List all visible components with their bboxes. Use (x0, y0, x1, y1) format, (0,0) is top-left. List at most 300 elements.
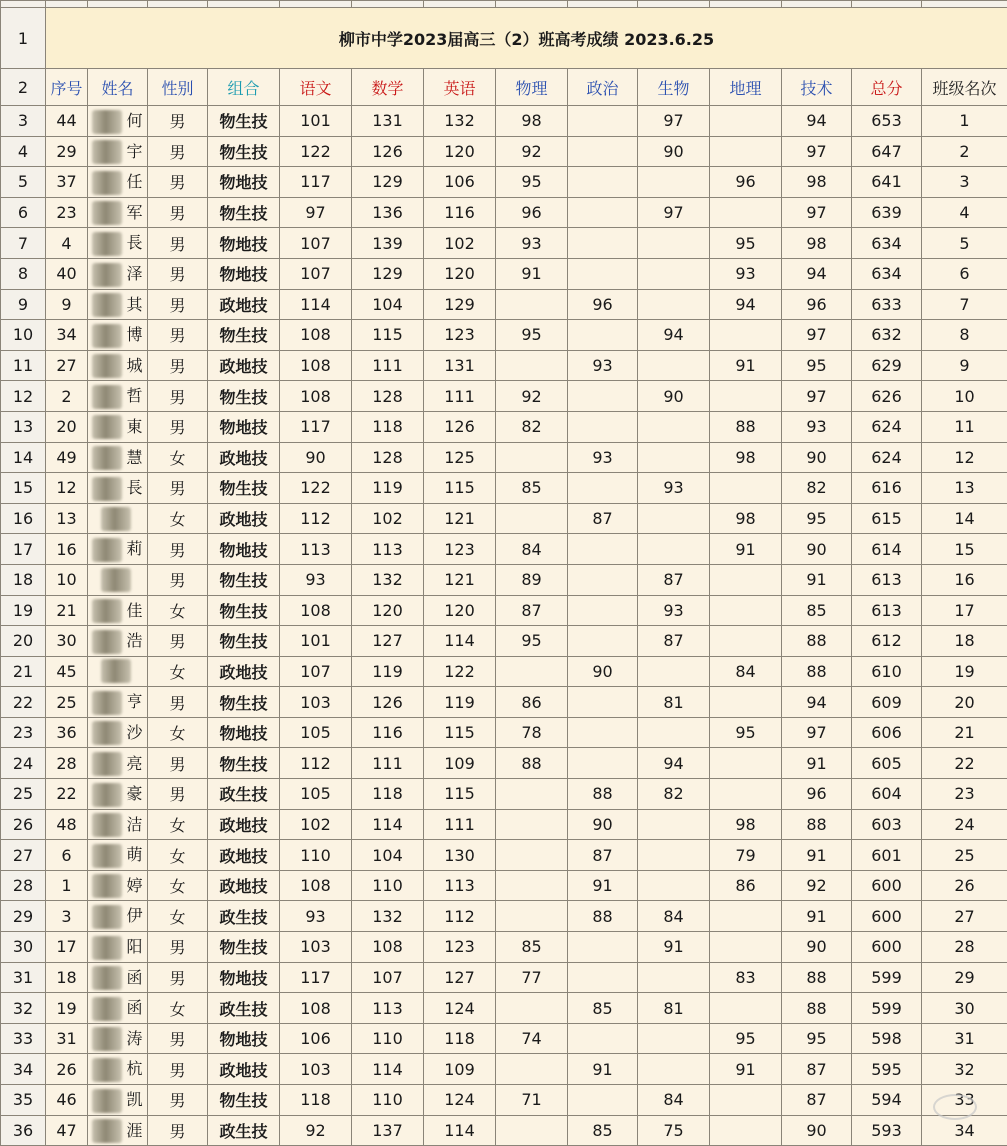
cell-combo[interactable]: 物生技 (208, 564, 280, 595)
cell-math[interactable]: 104 (352, 840, 424, 871)
cell-combo[interactable]: 物生技 (208, 687, 280, 718)
cell-biology[interactable]: 81 (638, 687, 710, 718)
cell-gender[interactable]: 男 (148, 197, 208, 228)
cell-physics[interactable]: 92 (496, 381, 568, 412)
cell-english[interactable]: 109 (424, 748, 496, 779)
cell-combo[interactable]: 物地技 (208, 411, 280, 442)
cell-id[interactable]: 26 (46, 1054, 88, 1085)
cell-geography[interactable]: 84 (710, 656, 782, 687)
cell-combo[interactable]: 物地技 (208, 258, 280, 289)
row-number[interactable]: 7 (1, 228, 46, 259)
cell-name[interactable] (88, 1054, 148, 1085)
cell-total[interactable]: 634 (852, 258, 922, 289)
cell-physics[interactable]: 87 (496, 595, 568, 626)
cell-physics[interactable]: 78 (496, 717, 568, 748)
row-number[interactable]: 30 (1, 932, 46, 963)
cell-rank[interactable]: 6 (922, 258, 1007, 289)
cell-name[interactable] (88, 442, 148, 473)
cell-rank[interactable]: 27 (922, 901, 1007, 932)
cell-combo[interactable]: 物地技 (208, 228, 280, 259)
cell-gender[interactable]: 男 (148, 626, 208, 657)
column-header[interactable]: 语文 (280, 69, 352, 106)
cell-total[interactable]: 600 (852, 932, 922, 963)
cell-politics[interactable]: 87 (568, 840, 638, 871)
cell-chinese[interactable]: 93 (280, 901, 352, 932)
cell-english[interactable]: 124 (424, 993, 496, 1024)
cell-total[interactable]: 595 (852, 1054, 922, 1085)
cell-politics[interactable] (568, 534, 638, 565)
cell-politics[interactable] (568, 1085, 638, 1116)
cell-gender[interactable]: 女 (148, 503, 208, 534)
cell-math[interactable]: 136 (352, 197, 424, 228)
cell-name[interactable] (88, 748, 148, 779)
cell-biology[interactable] (638, 1023, 710, 1054)
cell-politics[interactable]: 85 (568, 1115, 638, 1146)
cell-english[interactable]: 115 (424, 779, 496, 810)
cell-name[interactable] (88, 932, 148, 963)
cell-technology[interactable]: 91 (782, 564, 852, 595)
cell-math[interactable]: 137 (352, 1115, 424, 1146)
cell-rank[interactable]: 30 (922, 993, 1007, 1024)
cell-combo[interactable]: 物地技 (208, 534, 280, 565)
cell-english[interactable]: 120 (424, 136, 496, 167)
cell-english[interactable]: 111 (424, 381, 496, 412)
cell-name[interactable] (88, 1115, 148, 1146)
cell-total[interactable]: 593 (852, 1115, 922, 1146)
cell-english[interactable]: 123 (424, 932, 496, 963)
column-header[interactable]: 技术 (782, 69, 852, 106)
cell-chinese[interactable]: 106 (280, 1023, 352, 1054)
cell-physics[interactable] (496, 503, 568, 534)
cell-combo[interactable]: 物地技 (208, 962, 280, 993)
column-header[interactable]: 政治 (568, 69, 638, 106)
cell-name[interactable] (88, 1023, 148, 1054)
cell-politics[interactable]: 93 (568, 350, 638, 381)
cell-politics[interactable] (568, 717, 638, 748)
cell-geography[interactable]: 93 (710, 258, 782, 289)
cell-geography[interactable]: 95 (710, 1023, 782, 1054)
cell-gender[interactable]: 男 (148, 779, 208, 810)
cell-rank[interactable]: 22 (922, 748, 1007, 779)
column-header[interactable]: 地理 (710, 69, 782, 106)
row-number[interactable]: 23 (1, 717, 46, 748)
cell-politics[interactable] (568, 381, 638, 412)
cell-physics[interactable] (496, 779, 568, 810)
cell-politics[interactable] (568, 320, 638, 351)
cell-technology[interactable]: 91 (782, 840, 852, 871)
cell-total[interactable]: 612 (852, 626, 922, 657)
cell-id[interactable]: 47 (46, 1115, 88, 1146)
cell-gender[interactable]: 男 (148, 1115, 208, 1146)
cell-rank[interactable]: 10 (922, 381, 1007, 412)
cell-id[interactable]: 20 (46, 411, 88, 442)
cell-math[interactable]: 128 (352, 442, 424, 473)
cell-rank[interactable]: 18 (922, 626, 1007, 657)
cell-id[interactable]: 46 (46, 1085, 88, 1116)
column-header[interactable]: 英语 (424, 69, 496, 106)
cell-physics[interactable] (496, 442, 568, 473)
cell-math[interactable]: 120 (352, 595, 424, 626)
cell-gender[interactable]: 男 (148, 167, 208, 198)
sheet-title[interactable]: 柳市中学2023届高三（2）班高考成绩 2023.6.25 (46, 8, 1007, 69)
cell-geography[interactable] (710, 136, 782, 167)
cell-rank[interactable]: 7 (922, 289, 1007, 320)
cell-biology[interactable]: 87 (638, 564, 710, 595)
row-number[interactable]: 11 (1, 350, 46, 381)
cell-total[interactable]: 613 (852, 595, 922, 626)
cell-combo[interactable]: 物生技 (208, 626, 280, 657)
cell-physics[interactable]: 92 (496, 136, 568, 167)
cell-rank[interactable]: 9 (922, 350, 1007, 381)
cell-biology[interactable]: 94 (638, 320, 710, 351)
cell-name[interactable] (88, 993, 148, 1024)
row-number[interactable]: 12 (1, 381, 46, 412)
cell-politics[interactable] (568, 473, 638, 504)
cell-technology[interactable]: 91 (782, 901, 852, 932)
cell-geography[interactable] (710, 901, 782, 932)
cell-rank[interactable]: 15 (922, 534, 1007, 565)
cell-name[interactable] (88, 289, 148, 320)
cell-geography[interactable]: 91 (710, 1054, 782, 1085)
cell-rank[interactable]: 28 (922, 932, 1007, 963)
cell-id[interactable]: 25 (46, 687, 88, 718)
cell-gender[interactable]: 男 (148, 473, 208, 504)
cell-biology[interactable] (638, 228, 710, 259)
cell-geography[interactable]: 98 (710, 442, 782, 473)
cell-math[interactable]: 114 (352, 1054, 424, 1085)
cell-geography[interactable]: 98 (710, 809, 782, 840)
row-number[interactable]: 21 (1, 656, 46, 687)
cell-total[interactable]: 609 (852, 687, 922, 718)
cell-politics[interactable]: 91 (568, 870, 638, 901)
cell-math[interactable]: 127 (352, 626, 424, 657)
cell-combo[interactable]: 物地技 (208, 167, 280, 198)
cell-geography[interactable] (710, 932, 782, 963)
cell-technology[interactable]: 87 (782, 1054, 852, 1085)
row-number[interactable]: 26 (1, 809, 46, 840)
cell-combo[interactable]: 政生技 (208, 993, 280, 1024)
cell-rank[interactable]: 11 (922, 411, 1007, 442)
cell-rank[interactable]: 20 (922, 687, 1007, 718)
cell-english[interactable]: 125 (424, 442, 496, 473)
row-number[interactable]: 2 (1, 69, 46, 106)
cell-id[interactable]: 12 (46, 473, 88, 504)
cell-combo[interactable]: 政地技 (208, 870, 280, 901)
cell-chinese[interactable]: 92 (280, 1115, 352, 1146)
cell-chinese[interactable]: 108 (280, 595, 352, 626)
cell-combo[interactable]: 物生技 (208, 748, 280, 779)
cell-technology[interactable]: 85 (782, 595, 852, 626)
cell-politics[interactable]: 87 (568, 503, 638, 534)
cell-total[interactable]: 603 (852, 809, 922, 840)
cell-id[interactable]: 40 (46, 258, 88, 289)
cell-total[interactable]: 599 (852, 993, 922, 1024)
cell-combo[interactable]: 政地技 (208, 350, 280, 381)
cell-physics[interactable]: 89 (496, 564, 568, 595)
cell-rank[interactable]: 33 (922, 1085, 1007, 1116)
cell-name[interactable] (88, 564, 148, 595)
cell-technology[interactable]: 97 (782, 136, 852, 167)
cell-geography[interactable] (710, 1115, 782, 1146)
cell-english[interactable]: 132 (424, 106, 496, 137)
cell-math[interactable]: 131 (352, 106, 424, 137)
cell-technology[interactable]: 90 (782, 1115, 852, 1146)
cell-name[interactable] (88, 258, 148, 289)
cell-technology[interactable]: 95 (782, 350, 852, 381)
cell-chinese[interactable]: 90 (280, 442, 352, 473)
row-number[interactable]: 33 (1, 1023, 46, 1054)
cell-biology[interactable] (638, 1054, 710, 1085)
cell-geography[interactable] (710, 626, 782, 657)
cell-id[interactable]: 9 (46, 289, 88, 320)
cell-id[interactable]: 34 (46, 320, 88, 351)
cell-biology[interactable] (638, 442, 710, 473)
cell-combo[interactable]: 物生技 (208, 197, 280, 228)
cell-biology[interactable]: 82 (638, 779, 710, 810)
cell-gender[interactable]: 男 (148, 564, 208, 595)
cell-physics[interactable]: 88 (496, 748, 568, 779)
cell-total[interactable]: 600 (852, 901, 922, 932)
cell-technology[interactable]: 96 (782, 289, 852, 320)
cell-geography[interactable] (710, 687, 782, 718)
cell-rank[interactable]: 2 (922, 136, 1007, 167)
cell-technology[interactable]: 95 (782, 1023, 852, 1054)
cell-rank[interactable]: 12 (922, 442, 1007, 473)
cell-id[interactable]: 29 (46, 136, 88, 167)
column-header[interactable]: 性别 (148, 69, 208, 106)
column-header[interactable]: 组合 (208, 69, 280, 106)
cell-english[interactable]: 120 (424, 258, 496, 289)
row-number[interactable]: 5 (1, 167, 46, 198)
cell-geography[interactable] (710, 993, 782, 1024)
cell-id[interactable]: 28 (46, 748, 88, 779)
cell-english[interactable]: 129 (424, 289, 496, 320)
cell-physics[interactable]: 86 (496, 687, 568, 718)
cell-id[interactable]: 13 (46, 503, 88, 534)
cell-name[interactable] (88, 503, 148, 534)
cell-total[interactable]: 629 (852, 350, 922, 381)
cell-rank[interactable]: 23 (922, 779, 1007, 810)
cell-chinese[interactable]: 108 (280, 381, 352, 412)
cell-id[interactable]: 30 (46, 626, 88, 657)
cell-combo[interactable]: 物生技 (208, 1085, 280, 1116)
cell-chinese[interactable]: 117 (280, 962, 352, 993)
cell-chinese[interactable]: 107 (280, 656, 352, 687)
cell-physics[interactable]: 71 (496, 1085, 568, 1116)
cell-technology[interactable]: 88 (782, 962, 852, 993)
cell-biology[interactable]: 94 (638, 748, 710, 779)
cell-name[interactable] (88, 167, 148, 198)
cell-technology[interactable]: 97 (782, 320, 852, 351)
cell-english[interactable]: 119 (424, 687, 496, 718)
cell-gender[interactable]: 男 (148, 1023, 208, 1054)
cell-politics[interactable] (568, 258, 638, 289)
cell-name[interactable] (88, 106, 148, 137)
cell-politics[interactable] (568, 167, 638, 198)
cell-chinese[interactable]: 97 (280, 197, 352, 228)
cell-combo[interactable]: 政地技 (208, 503, 280, 534)
cell-english[interactable]: 123 (424, 320, 496, 351)
cell-biology[interactable] (638, 962, 710, 993)
cell-english[interactable]: 131 (424, 350, 496, 381)
cell-math[interactable]: 104 (352, 289, 424, 320)
row-number[interactable]: 31 (1, 962, 46, 993)
cell-name[interactable] (88, 595, 148, 626)
cell-chinese[interactable]: 108 (280, 320, 352, 351)
row-number[interactable]: 24 (1, 748, 46, 779)
cell-politics[interactable]: 85 (568, 993, 638, 1024)
cell-biology[interactable]: 84 (638, 901, 710, 932)
cell-physics[interactable] (496, 289, 568, 320)
cell-english[interactable]: 120 (424, 595, 496, 626)
cell-gender[interactable]: 女 (148, 901, 208, 932)
cell-gender[interactable]: 男 (148, 1054, 208, 1085)
cell-biology[interactable] (638, 258, 710, 289)
cell-id[interactable]: 17 (46, 932, 88, 963)
cell-technology[interactable]: 95 (782, 503, 852, 534)
row-number[interactable]: 6 (1, 197, 46, 228)
cell-combo[interactable]: 物地技 (208, 717, 280, 748)
cell-name[interactable] (88, 779, 148, 810)
cell-english[interactable]: 126 (424, 411, 496, 442)
cell-rank[interactable]: 4 (922, 197, 1007, 228)
cell-technology[interactable]: 90 (782, 534, 852, 565)
cell-combo[interactable]: 政地技 (208, 1054, 280, 1085)
cell-math[interactable]: 111 (352, 350, 424, 381)
cell-name[interactable] (88, 870, 148, 901)
cell-technology[interactable]: 88 (782, 809, 852, 840)
cell-combo[interactable]: 物生技 (208, 932, 280, 963)
cell-chinese[interactable]: 112 (280, 503, 352, 534)
cell-geography[interactable]: 95 (710, 228, 782, 259)
cell-chinese[interactable]: 108 (280, 870, 352, 901)
cell-physics[interactable] (496, 656, 568, 687)
cell-chinese[interactable]: 113 (280, 534, 352, 565)
cell-physics[interactable]: 95 (496, 320, 568, 351)
cell-name[interactable] (88, 962, 148, 993)
cell-combo[interactable]: 物地技 (208, 1023, 280, 1054)
cell-id[interactable]: 48 (46, 809, 88, 840)
cell-politics[interactable]: 88 (568, 779, 638, 810)
row-number[interactable]: 19 (1, 595, 46, 626)
column-header[interactable]: 序号 (46, 69, 88, 106)
cell-rank[interactable]: 31 (922, 1023, 1007, 1054)
cell-technology[interactable]: 97 (782, 381, 852, 412)
cell-geography[interactable] (710, 106, 782, 137)
row-number[interactable]: 27 (1, 840, 46, 871)
cell-biology[interactable] (638, 350, 710, 381)
cell-math[interactable]: 116 (352, 717, 424, 748)
cell-name[interactable] (88, 320, 148, 351)
cell-name[interactable] (88, 411, 148, 442)
cell-physics[interactable]: 82 (496, 411, 568, 442)
row-number[interactable]: 8 (1, 258, 46, 289)
cell-physics[interactable] (496, 901, 568, 932)
cell-english[interactable]: 114 (424, 1115, 496, 1146)
cell-gender[interactable]: 女 (148, 809, 208, 840)
cell-rank[interactable]: 29 (922, 962, 1007, 993)
cell-id[interactable]: 16 (46, 534, 88, 565)
column-header[interactable]: 生物 (638, 69, 710, 106)
cell-total[interactable]: 601 (852, 840, 922, 871)
cell-physics[interactable]: 95 (496, 167, 568, 198)
cell-id[interactable]: 23 (46, 197, 88, 228)
cell-english[interactable]: 115 (424, 717, 496, 748)
cell-chinese[interactable]: 101 (280, 106, 352, 137)
cell-total[interactable]: 606 (852, 717, 922, 748)
cell-combo[interactable]: 政地技 (208, 289, 280, 320)
row-number[interactable]: 17 (1, 534, 46, 565)
cell-english[interactable]: 113 (424, 870, 496, 901)
row-number[interactable]: 3 (1, 106, 46, 137)
cell-biology[interactable]: 90 (638, 381, 710, 412)
cell-biology[interactable]: 93 (638, 595, 710, 626)
cell-technology[interactable]: 98 (782, 167, 852, 198)
cell-geography[interactable]: 96 (710, 167, 782, 198)
cell-politics[interactable] (568, 1023, 638, 1054)
cell-total[interactable]: 624 (852, 411, 922, 442)
cell-physics[interactable] (496, 1054, 568, 1085)
cell-combo[interactable]: 物生技 (208, 320, 280, 351)
cell-id[interactable]: 1 (46, 870, 88, 901)
cell-chinese[interactable]: 105 (280, 717, 352, 748)
cell-technology[interactable]: 93 (782, 411, 852, 442)
cell-combo[interactable]: 政地技 (208, 809, 280, 840)
cell-biology[interactable] (638, 870, 710, 901)
cell-rank[interactable]: 13 (922, 473, 1007, 504)
cell-id[interactable]: 27 (46, 350, 88, 381)
cell-biology[interactable] (638, 289, 710, 320)
cell-math[interactable]: 129 (352, 167, 424, 198)
cell-physics[interactable] (496, 870, 568, 901)
cell-chinese[interactable]: 117 (280, 411, 352, 442)
cell-physics[interactable]: 77 (496, 962, 568, 993)
cell-math[interactable]: 119 (352, 656, 424, 687)
cell-biology[interactable] (638, 534, 710, 565)
column-header[interactable]: 总分 (852, 69, 922, 106)
cell-math[interactable]: 118 (352, 411, 424, 442)
cell-total[interactable]: 598 (852, 1023, 922, 1054)
cell-gender[interactable]: 男 (148, 687, 208, 718)
cell-math[interactable]: 113 (352, 534, 424, 565)
cell-physics[interactable]: 85 (496, 473, 568, 504)
cell-biology[interactable] (638, 411, 710, 442)
cell-chinese[interactable]: 112 (280, 748, 352, 779)
cell-total[interactable]: 624 (852, 442, 922, 473)
cell-biology[interactable]: 97 (638, 197, 710, 228)
cell-technology[interactable]: 97 (782, 717, 852, 748)
cell-chinese[interactable]: 102 (280, 809, 352, 840)
cell-id[interactable]: 3 (46, 901, 88, 932)
cell-biology[interactable]: 75 (638, 1115, 710, 1146)
cell-physics[interactable]: 98 (496, 106, 568, 137)
cell-geography[interactable] (710, 1085, 782, 1116)
cell-english[interactable]: 106 (424, 167, 496, 198)
cell-gender[interactable]: 男 (148, 289, 208, 320)
row-number[interactable]: 15 (1, 473, 46, 504)
cell-combo[interactable]: 政生技 (208, 779, 280, 810)
cell-name[interactable] (88, 1085, 148, 1116)
cell-geography[interactable] (710, 748, 782, 779)
cell-math[interactable]: 129 (352, 258, 424, 289)
row-number[interactable]: 10 (1, 320, 46, 351)
row-number[interactable]: 13 (1, 411, 46, 442)
row-number[interactable]: 20 (1, 626, 46, 657)
cell-biology[interactable]: 93 (638, 473, 710, 504)
cell-chinese[interactable]: 105 (280, 779, 352, 810)
cell-chinese[interactable]: 118 (280, 1085, 352, 1116)
cell-english[interactable]: 116 (424, 197, 496, 228)
